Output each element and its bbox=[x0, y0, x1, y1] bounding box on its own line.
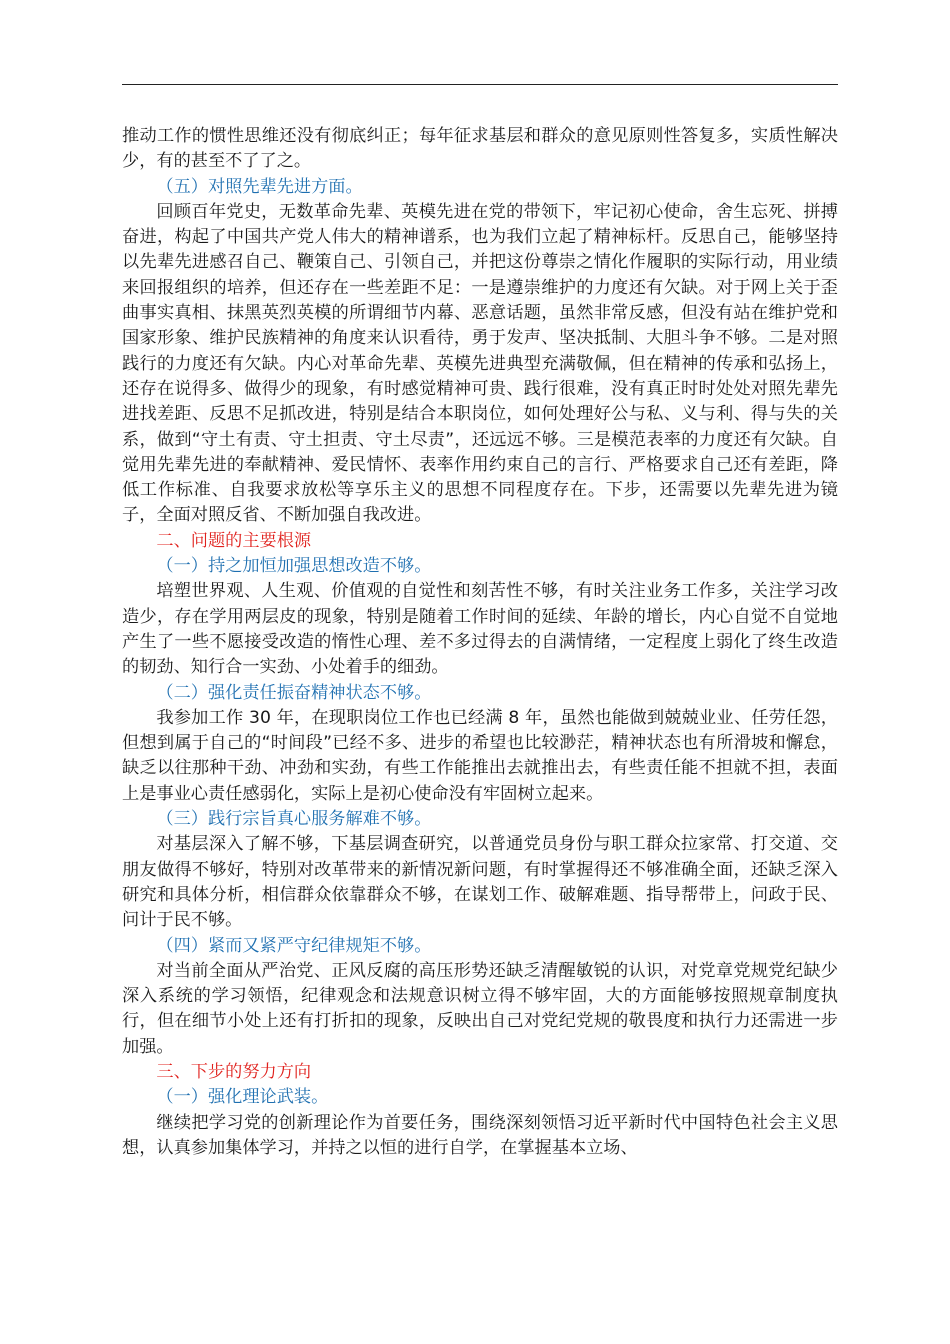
section-heading: 二、问题的主要根源 bbox=[156, 530, 312, 551]
section-subheading: （一）强化理论武装。 bbox=[156, 1087, 329, 1108]
section-subheading: （三）践行宗旨真心服务解难不够。 bbox=[156, 809, 432, 830]
body-paragraph: 继续把学习党的创新理论作为首要任务，围绕深刻领悟习近平新时代中国特色社会主义思想，认真参加集体学习，并持之以恒的进行自学，在掌握基本立场、 bbox=[122, 1112, 838, 1158]
section-subheading: （四）紧而又紧严守纪律规矩不够。 bbox=[156, 935, 432, 956]
body-paragraph: 我参加工作 30 年，在现职岗位工作也已经满 8 年，虽然也能做到兢兢业业、任劳任怨，但想到属于自己的“时间段”已经不多、进步的希望也比较渺茫，精神状态也有所滑坡和懈怠，缺乏以往那种干劲、冲劲和实劲，有些工作能推出去就推出去，有些责任能不担就不担，表面上是事业心责任感弱化，实际上是初心使命没有牢固树立起来。 bbox=[122, 707, 838, 804]
body-paragraph: 培塑世界观、人生观、价值观的自觉性和刻苦性不够，有时关注业务工作多，关注学习改造少，存在学用两层皮的现象，特别是随着工作时间的延续、年龄的增长，内心自觉不自觉地产生了一些不愿接受改造的惰性心理、差不多过得去的自满情绪，一定程度上弱化了终生改造的韧劲、知行合一实劲、小处着手的细劲。 bbox=[122, 581, 838, 678]
section-subheading: （一）持之加恒加强思想改造不够。 bbox=[156, 556, 432, 577]
section-subheading: （五）对照先辈先进方面。 bbox=[156, 176, 363, 197]
body-paragraph: 推动工作的惯性思维还没有彻底纠正；每年征求基层和群众的意见原则性答复多，实质性解决少，有的甚至不了了之。 bbox=[122, 126, 838, 172]
document-body bbox=[122, 124, 838, 1161]
section-subheading: （二）强化责任振奋精神状态不够。 bbox=[156, 682, 432, 703]
body-paragraph: 回顾百年党史，无数革命先辈、英模先进在党的带领下，牢记初心使命，舍生忘死、拼搏奋进，构起了中国共产党人伟大的精神谱系，也为我们立起了精神标杆。反思自己，能够坚持以先辈先进感召自己、鞭策自己、引领自己，并把这份尊崇之情化作履职的实际行动，用业绩来回报组织的培养，但还存在一些差距不足：一是遵崇维护的力度还有欠缺。对于网上关于歪曲事实真相、抹黑英烈英模的所谓细节内幕、恶意话题，虽然非常反感，但没有站在维护党和国家形象、维护民族精神的角度来认识看待，勇于发声、坚决抵制、大胆斗争不够。二是对照践行的力度还有欠缺。内心对革命先辈、英模先进典型充满敬佩，但在精神的传承和弘扬上，还存在说得多、做得少的现象，有时感觉精神可贵、践行很难，没有真正时时处处对照先辈先进找差距、反思不足抓改进，特别是结合本职岗位，如何处理好公与私、义与利、得与失的关系，做到“守土有责、守土担责、守土尽责”，还远远不够。三是模范表率的力度还有欠缺。自觉用先辈先进的奉献精神、爱民情怀、表率作用约束自己的言行、严格要求自己还有差距，降低工作标准、自我要求放松等享乐主义的思想不同程度存在。下步，还需要以先辈先进为镜子，全面对照反省、不断加强自我改进。 bbox=[122, 201, 838, 526]
body-paragraph: 对基层深入了解不够，下基层调查研究，以普通党员身份与职工群众拉家常、打交道、交朋友做得不够好，特别对改革带来的新情况新问题，有时掌握得还不够准确全面，还缺乏深入研究和具体分析，相信群众依靠群众不够，在谋划工作、破解难题、指导帮带上，问政于民、问计于民不够。 bbox=[122, 834, 838, 931]
section-heading: 三、下步的努力方向 bbox=[156, 1061, 312, 1082]
header-rule bbox=[122, 84, 838, 85]
body-paragraph: 对当前全面从严治党、正风反腐的高压形势还缺乏清醒敏锐的认识，对党章党规党纪缺少深入系统的学习领悟，纪律观念和法规意识树立得不够牢固，大的方面能够按照规章制度执行，但在细节小处上还有打折扣的现象，反映出自己对党纪党规的敬畏度和执行力还需进一步加强。 bbox=[122, 960, 838, 1057]
